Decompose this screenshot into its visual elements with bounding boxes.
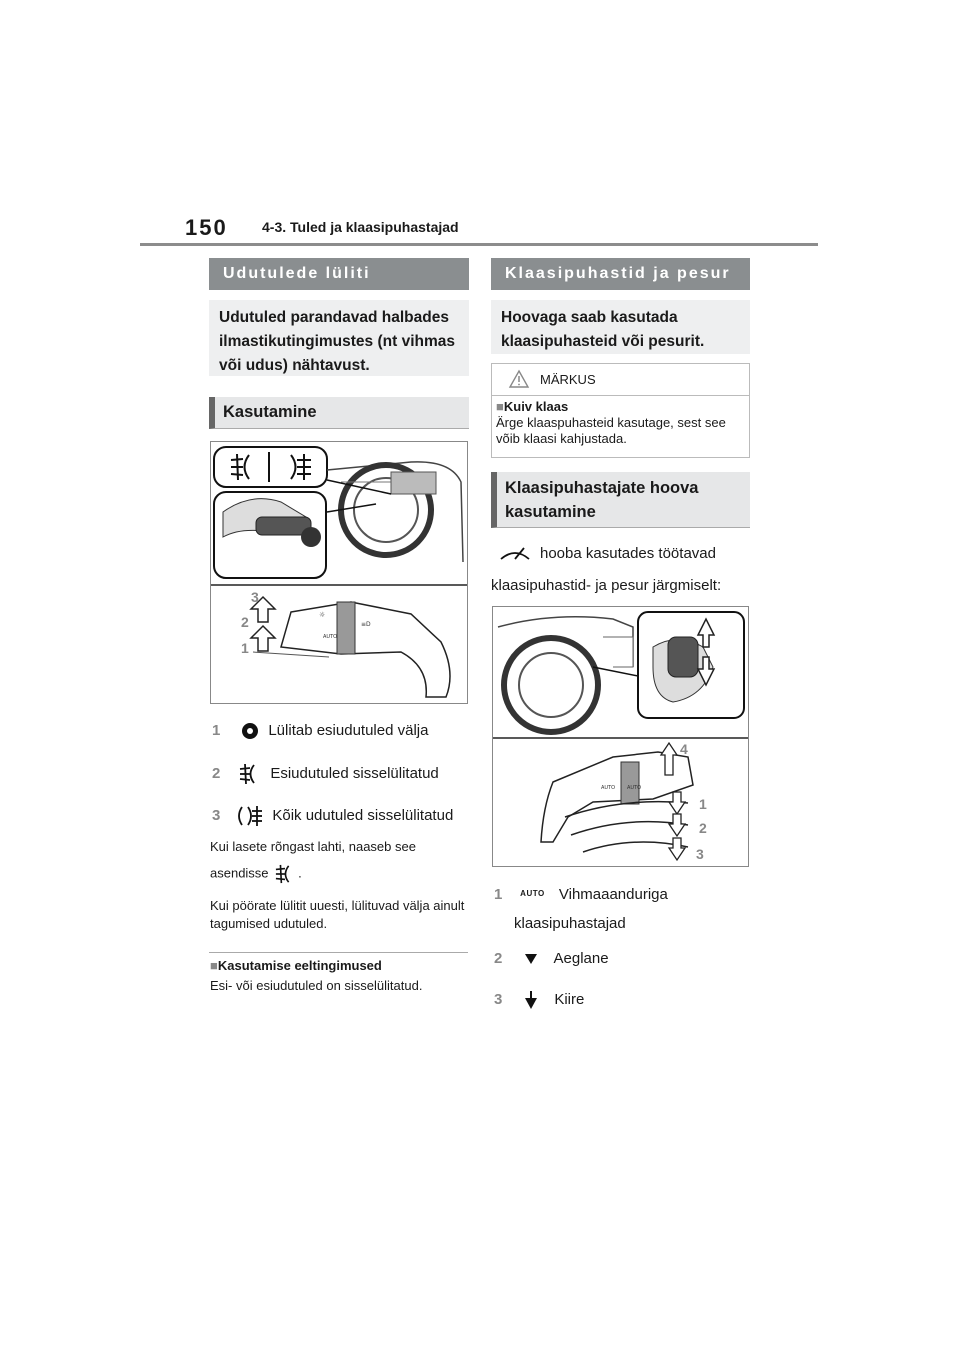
figure-label: 1: [699, 796, 707, 812]
slow-arrow-icon: [524, 953, 538, 965]
list-item: 1 Lülitab esiudutuled välja: [212, 722, 429, 739]
list-item: 2 Aeglane: [494, 950, 609, 967]
list-item: 1 $^{AUTO}$ Vihmaaanduriga: [494, 886, 668, 903]
auto-icon: AUTO: [520, 889, 545, 898]
wiper-lever-illustration: [493, 607, 748, 866]
notice-title: MÄRKUS: [540, 372, 596, 387]
paragraph: Kui pöörate lülitit uuesti, lülituvad välja ainult tagumised udutuled.: [210, 898, 465, 931]
divider: [209, 952, 468, 953]
usage-line: klaasipuhastid- ja pesur järgmiselt:: [491, 577, 722, 594]
note-heading: ■Kasutamise eeltingimused: [210, 958, 382, 973]
figure-label: 1: [241, 640, 249, 656]
list-item-continuation: klaasipuhastajad: [514, 915, 626, 932]
figure-label: 3: [251, 589, 259, 605]
figure-label: 4: [680, 741, 688, 757]
front-fog-icon: [238, 763, 262, 785]
list-item: 3 Kõik udutuled sisselülitatud: [212, 805, 453, 827]
figure-label: 2: [241, 614, 249, 630]
svg-text:AUTO: AUTO: [627, 785, 642, 791]
all-fog-icon: [238, 805, 264, 827]
list-item: 2 Esiudutuled sisselülitatud: [212, 763, 439, 785]
off-circle-icon: [242, 723, 258, 739]
section-bar-wipers: Klaasipuhastid ja pesur: [491, 258, 750, 290]
notice-text: Ärge klaaspuhasteid kasutage, sest see võib klaasi kahjustada.: [496, 415, 726, 446]
fog-switch-figure: [210, 441, 468, 704]
fog-switch-illustration: [211, 442, 467, 703]
intro-wipers: Hoovaga saab kasutada klaasipuhasteid või pesurit.: [491, 300, 750, 354]
subheading-lever: Klaasipuhastajate hoova kasutamine: [491, 472, 750, 528]
section-bar-fog-switch: Udutulede lüliti: [209, 258, 469, 290]
svg-text:≡D: ≡D: [361, 621, 371, 628]
note-text: Esi- või esiudutuled on sisselülitatud.: [210, 978, 423, 993]
subheading-usage: Kasutamine: [209, 397, 469, 429]
warning-icon: [508, 369, 530, 389]
figure-label: 3: [696, 846, 704, 862]
usage-line: hooba kasutades töötavad: [498, 544, 716, 564]
section-title: 4-3. Tuled ja klaasipuhastajad: [262, 219, 459, 235]
intro-fog: Udutuled parandavad halbades ilmastikutingimustes (nt vihmas või udus) nähtavust.: [209, 300, 469, 376]
svg-text:☼: ☼: [319, 611, 326, 619]
wiper-lever-figure: [492, 606, 749, 867]
notice-box: [491, 363, 750, 458]
list-item: 3 Kiire: [494, 990, 584, 1010]
paragraph: Kui lasete rõngast lahti, naaseb see: [210, 839, 416, 854]
svg-text:AUTO: AUTO: [323, 634, 338, 640]
front-fog-icon: [274, 864, 296, 884]
figure-label: 2: [699, 820, 707, 836]
page-number: 150: [185, 215, 228, 240]
wiper-icon: [498, 544, 532, 564]
svg-text:AUTO: AUTO: [601, 785, 616, 791]
fast-arrow-icon: [524, 990, 538, 1010]
notice-heading: ■Kuiv klaas: [496, 399, 569, 414]
paragraph: asendisse .: [210, 864, 468, 884]
header-rule: [140, 243, 818, 246]
